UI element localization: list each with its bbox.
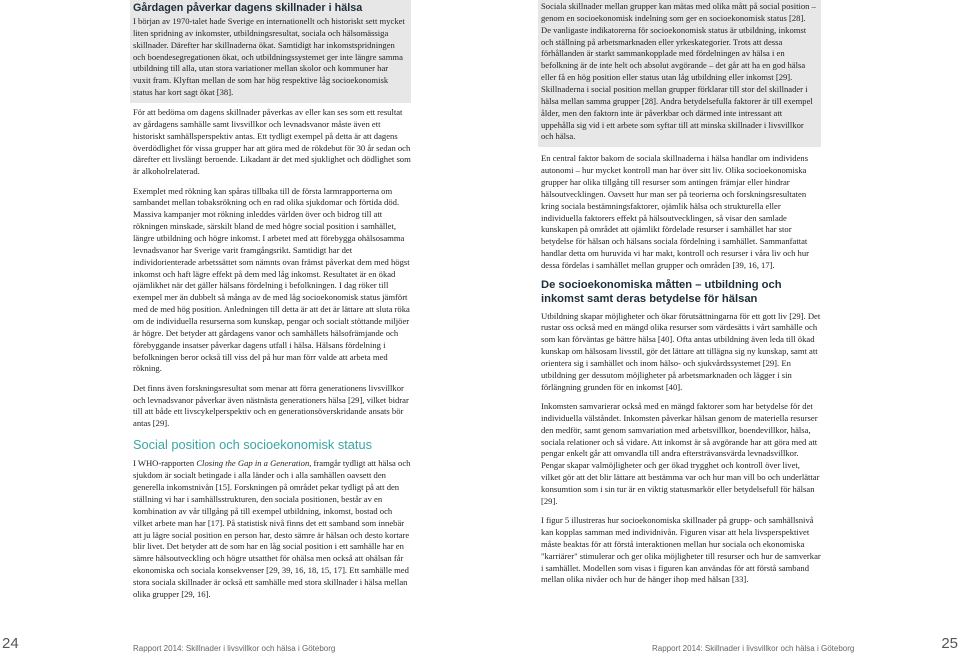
page-number-right: 25 bbox=[941, 635, 958, 652]
footer-left: Rapport 2014: Skillnader i livsvillkor och hälsa i Göteborg bbox=[133, 644, 336, 653]
box-title: Gårdagen påverkar dagens skillnader i hälsa bbox=[133, 2, 363, 14]
paragraph-who-report bbox=[133, 458, 411, 600]
footer-right: Rapport 2014: Skillnader i livsvillkor och hälsa i Göteborg bbox=[652, 644, 855, 653]
who-prefix: I WHO-rapporten bbox=[133, 458, 197, 469]
paragraph-historical-perspective: För att bedöma om dagens skillnader påverkas av eller kan ses som ett resultat av gårdagens samhälle samt livsvillkor och levnadsvanor måste även ett historiskt samhällsperspektiv antas. Ett tydligt exempel på detta är att dagens överdödlighet för vissa grupper har att göra med de rökdebut för 30 år sedan och därefter ett livslängt beroende. Likadant är det med sjuklighet och dödlighet som är alkoholrelaterad. bbox=[133, 106, 411, 177]
historical-context-box bbox=[130, 0, 411, 103]
who-suffix: , framgår tydligt att hälsa och sjukdom är socialt betingade i alla länder och i alla samhällen oavsett den generella inkomstnivån [15]. Forskningen på området pekar tydligt på att den ställning vi har i samhällsstrukturen, den sociala positionen, består av en kombination av vår tillgång på till exempel utbildning, inkomst, bostad och vilket arbete man har [17]. På statistisk nivå finns det ett samband som innebär att ju lägre social position en person har, desto sämre är hälsan och desto kortare blir livet. Det betyder att de som har en låg social position i ett samhälle har en sämre hälsoutveckling och högre utsatthet för ohälsa men också att ohälsan får ekonomiska och sociala konsekvenser [29, 39, 16, 18, 15, 17]. Ett samhälle med stora sociala skillnader är också ett samhälle med stora skillnader i hälsa mellan olika grupper [29, 16]. bbox=[133, 458, 411, 599]
right-page-column bbox=[541, 0, 821, 594]
box-text: Sociala skillnader mellan grupper kan mätas med olika mått på social position – genom en socioekonomisk indelning som ger en socioekonomisk status [28]. De vanligaste indikatorerna för socioekonomisk status är utbildning, inkomst och ställning på arbetsmarknaden eller yrkeskategorier. Trots att dessa förhållanden är starkt sammankopplade med fördelningen av hälsa i en befolkning är de inte helt och absolut avgörande – det går att ha en god hälsa eller få en hög position eller status utan låg utbildning eller inkomst [29]. Skillnaderna i social position mellan grupper förklarar till stor del skillnader i hälsa mellan samma grupper [28]. Andra betydelsefulla faktorer är till exempel ålder, men den faktorn inte är påverkbar och därmed inte intressant att uppehålla sig vid i ett arbete som syftar till att minska skillnader i livsvillkor och hälsa. bbox=[541, 1, 816, 142]
page-number-left: 24 bbox=[2, 635, 19, 652]
left-page-column bbox=[133, 0, 411, 608]
paragraph-research-generations: Det finns även forskningsresultat som menar att förra generationens livsvillkor och levnadsvanor påverkar även nästnästa generationers hälsa [29], vilket bidrar till att både ett livscykelperspektiv och en generationsöverskridande ansats bör antas [29]. bbox=[133, 382, 409, 429]
section-title-social-position: Social position och socioekonomisk status bbox=[133, 437, 372, 453]
paragraph-figure-5: I figur 5 illustreras hur socioekonomiska skillnader på grupp- och samhällsnivå kan kopplas samman med individnivån. Figuren visar att hela livsperspektivet måste beaktas för att förstå interaktionen mellan hur sociala och ekonomiska "karriärer" stimulerar och ger olika möjligheter till resurser och hur de samverkar i samhället. Modellen som visas i figuren kan användas för att förstå samband mellan olika nivåer och hur de hänger ihop med hälsan [33]. bbox=[541, 515, 821, 585]
paragraph-smoking-example: Exemplet med rökning kan spåras tillbaka till de första larmrapporterna om sambandet mellan tobaksrökning och en rad olika sjukdomar och förtida död. Massiva kampanjer mot rökning inleddes världen över och bidrog till att rökningen minskade, särskilt bland de med högre social position i samhället, längre utbildning och högre inkomst. I arbetet med att förebygga ohälsosamma levnadsvanor har Sverige varit framgångsrikt. Samtidigt har det individorienterade arbetssättet som nämnts ovan främst påverkat dem med högst inkomst och haft lägre effekt på dem med låg inkomst. Resultatet är en ökad ojämlikhet när det gäller hälsans fördelning i befolkningen. I dag röker till exempel mer än dubbelt så många av de med låg socioekonomisk status jämfört med de med hög position. Anledningen till detta är att det är lättare att sluta röka om de individuella resurserna som kunskap, pengar och socialt stöttande miljöer är högre. Det betyder att gårdagens vanor och samhällets hälsofrämjande och förebyggande insatser påverkar dagens utfall i hälsa. Hälsans fördelning i befolkningen beror också till viss del på hur man förr valde att arbeta med rökning. bbox=[133, 185, 410, 374]
paragraph-education: Utbildning skapar möjligheter och ökar förutsättningarna för ett gott liv [29]. Det rustar oss också med en mängd olika resurser som värdesätts i vårt samhälle och som kan förväntas ge bättre hälsa [40]. Ofta antas utbildning även leda till ökad kunskap om hälsosam livsstil, gör det lättare att tillägna sig ny kunskap, samt att orientera sig i samhället och inom hälso- och sjukvårdssystemet [29]. En utbildning ger dessutom möjligheter på arbetsmarknaden och lägger i sin förlängning grunden för en inkomst [40]. bbox=[541, 310, 821, 392]
box-text: I början av 1970-talet hade Sverige en internationellt och historiskt sett mycket liten spridning av inkomster, utbildningsresultat, sociala och hälsomässiga skillnader. Därefter har skillnaderna ökat. Samtidigt har inkomstspridningen och boendesegregationen ökat, och utbildningssystemet ger inte längre samma utbildning till alla, utan stora variationer mellan skolor och kommuner har vuxit fram. Klyftan mellan de som har hög respektive låg socioekonomisk status har kort sagt ökat [38]. bbox=[133, 15, 405, 98]
report-title: Closing the Gap in a Generation bbox=[196, 458, 310, 469]
paragraph-autonomy: En central faktor bakom de sociala skillnaderna i hälsa handlar om individens autonomi – hur mycket kontroll man har över sitt liv. Olika socioekonomiska grupper har olika tillgång till resurser som antingen främjar eller hindrar hälsoutvecklingen. Oavsett hur man ser på teorierna och forskningsresultaten kring sociala bestämningsfaktorer, ojämlik hälsa och strukturella eller individuella faktorers effekt på hälsoutvecklingen, så visar den samlade kunskapen på området att ojämlikt fördelade resurser i samhället har stor betydelse för hälsan och hälsans sociala fördelning i samhället. Sammanfattat handlar detta om huruvida vi har makt, kontroll och resurser i våra liv och hur dessa fördelas i samhället mellan grupper och områden [39, 16, 17]. bbox=[541, 153, 809, 271]
section-title-education-income: De socioekonomiska måtten – utbildning och inkomst samt deras betydelse för hälsan bbox=[541, 279, 782, 305]
socioeconomic-status-box bbox=[538, 0, 821, 147]
paragraph-income: Inkomsten samvarierar också med en mängd faktorer som har betydelse för det individuella välståndet. Inkomsten påverkar hälsan genom de materiella resurser den medför, samt genom samvariation med arbetsvillkor, boendevillkor, hälsa, sociala relationer och så vidare. Att inkomst är så avgörande har att göra med att pengar enkelt går att omvandla till andra eftersträvansvärda levnadsvillkor. Pengar skapar valmöjligheter och ger ökad trygghet och kontroll över livet, vilket gör att det blir lättare att bestämma var och hur man vill bo och underlättar konsumtion som i sin tur är en viktig statusmarkör eller betydelsefull för hälsan [29]. bbox=[541, 401, 820, 506]
